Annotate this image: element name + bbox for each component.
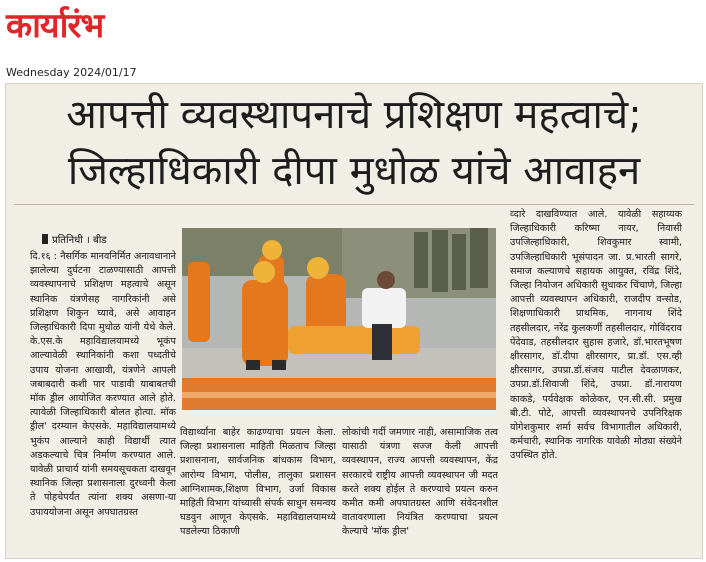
article-column-4	[510, 208, 682, 550]
article-column-3	[342, 426, 498, 550]
article-column-4-text: व्दारे दाखविण्यात आले. यावेळी सहाय्यक जिल्हाधिकारी करिष्मा नायर, निवासी उपजिल्हाधिकारी, शिवकुमार स्वामी, उपजिल्हाधिकारी भूसंपादन जा. प्र.भारती सागरे, समाज कल्याणचे सहायक आयुक्त, रविंद्र शिंदे, जिल्हा नियोजन अधिकारी सुधाकर चिंचाणे, जिल्हा आपत्ती व्यवस्थापन अधिकारी, राजदीप वन्सोड, शिक्षणाधिकारी प्राथमिक, नागनाथ शिंदे तहसीलदार, नरेंद्र कुलकर्णी तहसीलदार, गोविंदराव पेंदेवाड, तहसीलदार सुहास हजारे, डॉ.भारतभूषण क्षीरसागर, डॉ.दीपा क्षीरसागर, प्रा.डॉ. एस.व्ही क्षीरसागर, उपप्रा.डॉ.संजय पाटील देवळाणकर, उपप्रा.डॉ.शिवाजी शिंदे, उपप्रा. डॉ.नारायण काकडे, पर्यवेक्षक कोळेकर, एन.सी.सी. प्रमुख बी.टी. पोटे, आपत्ती व्यवस्थापनचे उपनिरिक्षक योगेशकुमार शर्मा सर्वच विभागातील अधिकारी, कर्मचारी, स्थानिक नागरिक यावेळी मोठ्या संख्येने उपस्थित होते.	[510, 209, 682, 462]
byline	[42, 232, 107, 246]
rescue-team-illustration	[182, 228, 496, 410]
headline-line-1: आपत्ती व्यवस्थापनाचे प्रशिक्षण महत्वाचे;	[66, 92, 642, 138]
mock-drill-photo	[182, 228, 496, 410]
publication-date: Wednesday 2024/01/17	[6, 66, 137, 79]
newspaper-logo: कार्यारंभ	[6, 6, 104, 46]
article-column-3-text: लोकांची गर्दी जमणार नाही, असामाजिक तत्व यासाठी यंत्रणा सज्ज केली आपत्ती व्यवस्थापन, राज्य आपत्ती व्यवस्थापन, केंद्र सरकारचे राष्ट्रीय आपत्ती व्यवस्थापन जी मदत करते शक्य होईल ते करण्याचे प्रयत्न करुन कमीत कमी अपघातग्रस्त आणि संवेदनशील वातावरणाला नियंत्रित करण्याचा प्रयत्न केल्याचे 'मॉक ड्रील'	[342, 427, 498, 538]
news-clipping	[6, 84, 702, 558]
byline-text: प्रतिनिधी । बीड	[52, 235, 107, 246]
article-column-1-text: दि.१६ : नैसर्गिक मानवनिर्मित अनावधानाने झालेल्या दुर्घटना टाळण्यासाठी आपत्ती व्यवस्थापनाचे प्रशिक्षण महत्वाचे असून स्थानिक यंत्रणेसह नागरिकांनी असे प्रशिक्षण शिकुन घ्यावे, असे आवाहन जिल्हाधिकारी दिपा मुधोळ यांनी येथे केले. के.एस.के महाविद्यालयामध्ये भूकंप आल्यावेळी स्थानिकांनी कशा पध्दतीचे उपाय योजना आखावी, यंत्रणेने आपली जबाबदारी कशी पार पाडावी याबाबतची मॉक ड्रील आयोजित करण्यात आले होते. त्यावेळी जिल्हाधिकारी बोलत होत्या. मॉक ड्रील' दरम्यान केएसके. महाविद्यालयामध्ये भुकंप आल्याने काही विद्यार्थी त्यात अडकल्याचे चित्र निर्माण करण्यात आले. यावेळी प्राचार्य यांनी समयसूचकता दाखवून स्थानिक जिल्हा प्रशासनाला दुरध्वनी केला ते पोहचेपर्यंत त्यांना शक्य असणा-या उपाययोजना असून अपघातग्रस्त	[30, 251, 176, 518]
byline-marker-icon	[42, 234, 48, 244]
article-column-2	[180, 426, 336, 550]
headline-line-2: जिल्हाधिकारी दीपा मुधोळ यांचे आवाहन	[67, 148, 641, 194]
masthead	[0, 0, 706, 68]
article-column-2-text: विद्यार्थ्यांना बाहेर काढण्याचा प्रयत्न केला. जिल्हा प्रशासनाला माहिती मिळताच जिल्हा प्रशासनाना, सार्वजनिक बांधकाम विभाग, आरोग्य विभाग, पोलीस, तालुका प्रशासन आग्निशामक,शिक्षण विभाग, उर्जा विकास माहिती विभाग यांच्यासी संपर्क साधुन समन्वय घडवुन आणून केएसके. महाविद्यालयामध्ये पडलेल्या ठिकाणी	[180, 427, 336, 538]
headline-divider	[14, 204, 694, 205]
article-column-1	[30, 250, 176, 550]
